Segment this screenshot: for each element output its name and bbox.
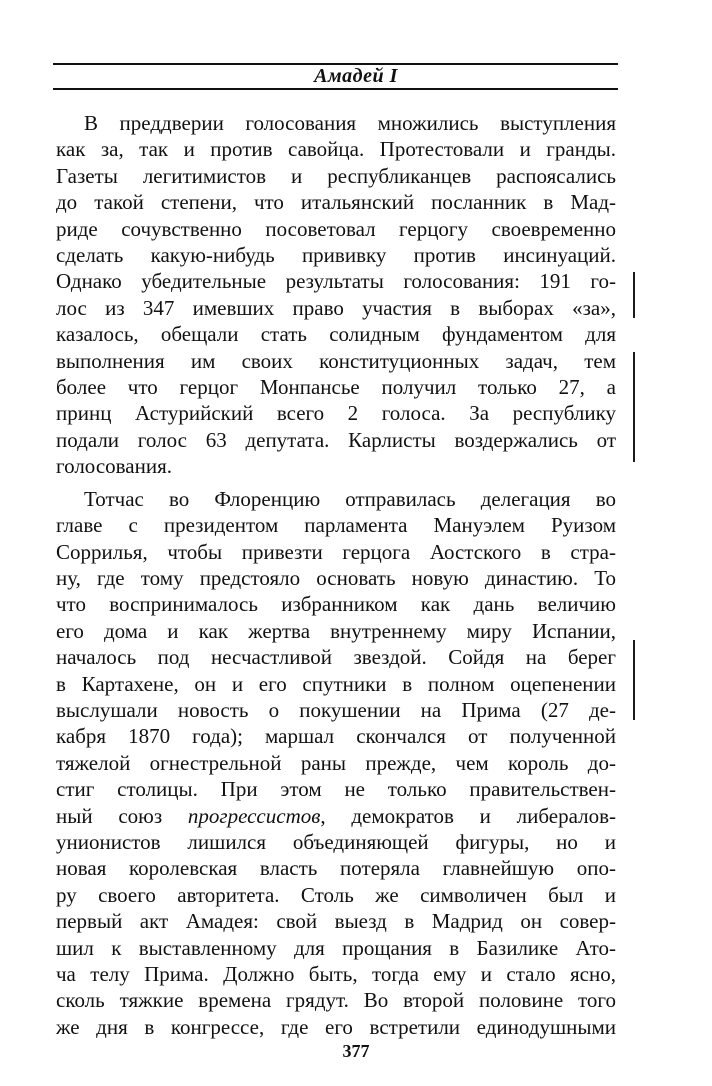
text-line: принц Астурийский всего 2 голоса. За республику <box>56 401 616 426</box>
text-line: Однако убедительные результаты голосования: 191 го- <box>56 269 616 294</box>
text-line: кабря 1870 года); маршал скончался от полученной <box>56 724 616 749</box>
text-line: казалось, обещали стать солидным фундаментом для <box>56 322 616 347</box>
text-line: началось под несчастливой звездой. Сойдя на берег <box>56 645 616 670</box>
margin-mark-1 <box>633 272 635 318</box>
text-line: Соррилья, чтобы привезти герцога Аостского в стра- <box>56 539 616 564</box>
text-line: как за, так и против савойца. Протестовали и гранды. <box>56 137 616 162</box>
text-line: лос из 347 имевших право участия в выборах «за», <box>56 295 616 320</box>
text-line: сколь тяжкие времена грядут. Во второй половине того <box>56 988 616 1013</box>
page-number: 377 <box>342 1041 370 1061</box>
text-line: стиг столицы. При этом не только правительствен- <box>56 777 616 802</box>
text-line: более что герцог Монпансье получил только 27, а <box>56 375 616 400</box>
text-before-emphasis: ный союз <box>56 803 188 828</box>
text-line: до такой степени, что итальянский посланник в Мад- <box>56 190 616 215</box>
text-line: в Картахене, он и его спутники в полном оцепенении <box>56 671 616 696</box>
emphasis-word: прогрессистов <box>187 803 321 828</box>
text-line: сделать какую-нибудь прививку против инсинуаций. <box>56 243 616 268</box>
text-line: голосования. <box>56 454 172 479</box>
text-line: ну, где тому предстояло основать новую династию. То <box>56 565 616 590</box>
text-line: риде сочувственно посоветовал герцогу своевременно <box>56 216 616 241</box>
text-line-with-emphasis <box>56 803 616 829</box>
text-line: его дома и как жертва внутреннему миру Испании, <box>56 618 616 643</box>
margin-mark-2 <box>633 352 635 462</box>
text-line: тяжелой огнестрельной раны прежде, чем король до- <box>56 750 616 775</box>
text-line: выслушали новость о покушении на Прима (27 де- <box>56 697 616 722</box>
margin-mark-3 <box>633 640 635 720</box>
paragraph-1 <box>56 110 616 480</box>
text-line: шил к выставленному для прощания в Базилике Ато- <box>56 935 616 960</box>
text-line: новая королевская власть потеряла главнейшую опо- <box>56 856 616 881</box>
header-rule-bottom <box>53 88 618 90</box>
text-line: В преддверии голосования множились выступления <box>84 111 616 135</box>
text-line: же дня в конгрессе, где его встретили единодушными <box>56 1014 616 1039</box>
text-line: что воспринималось избранником как дань величию <box>56 592 616 617</box>
text-line: унионистов лишился объединяющей фигуры, но и <box>56 829 616 854</box>
text-after-emphasis: , демократов и либералов- <box>320 803 616 828</box>
body-text <box>56 110 616 1040</box>
text-line: главе с президентом парламента Мануэлем Руизом <box>56 513 616 538</box>
text-line: ру своего авторитета. Столь же символичен был и <box>56 882 616 907</box>
running-head-title: Амадей I <box>314 65 398 87</box>
text-line: подали голос 63 депутата. Карлисты воздержались от <box>56 427 616 452</box>
text-line: ча телу Прима. Должно быть, тогда ему и стало ясно, <box>56 962 616 986</box>
text-line: выполнения им своих конституционных задач, тем <box>56 348 616 373</box>
text-line: первый акт Амадея: свой выезд в Мадрид он совер- <box>56 909 616 934</box>
text-line: Газеты легитимистов и республиканцев распоясались <box>56 163 616 188</box>
paragraph-2 <box>56 486 616 1041</box>
text-line: Тотчас во Флоренцию отправилась делегация во <box>84 486 616 511</box>
